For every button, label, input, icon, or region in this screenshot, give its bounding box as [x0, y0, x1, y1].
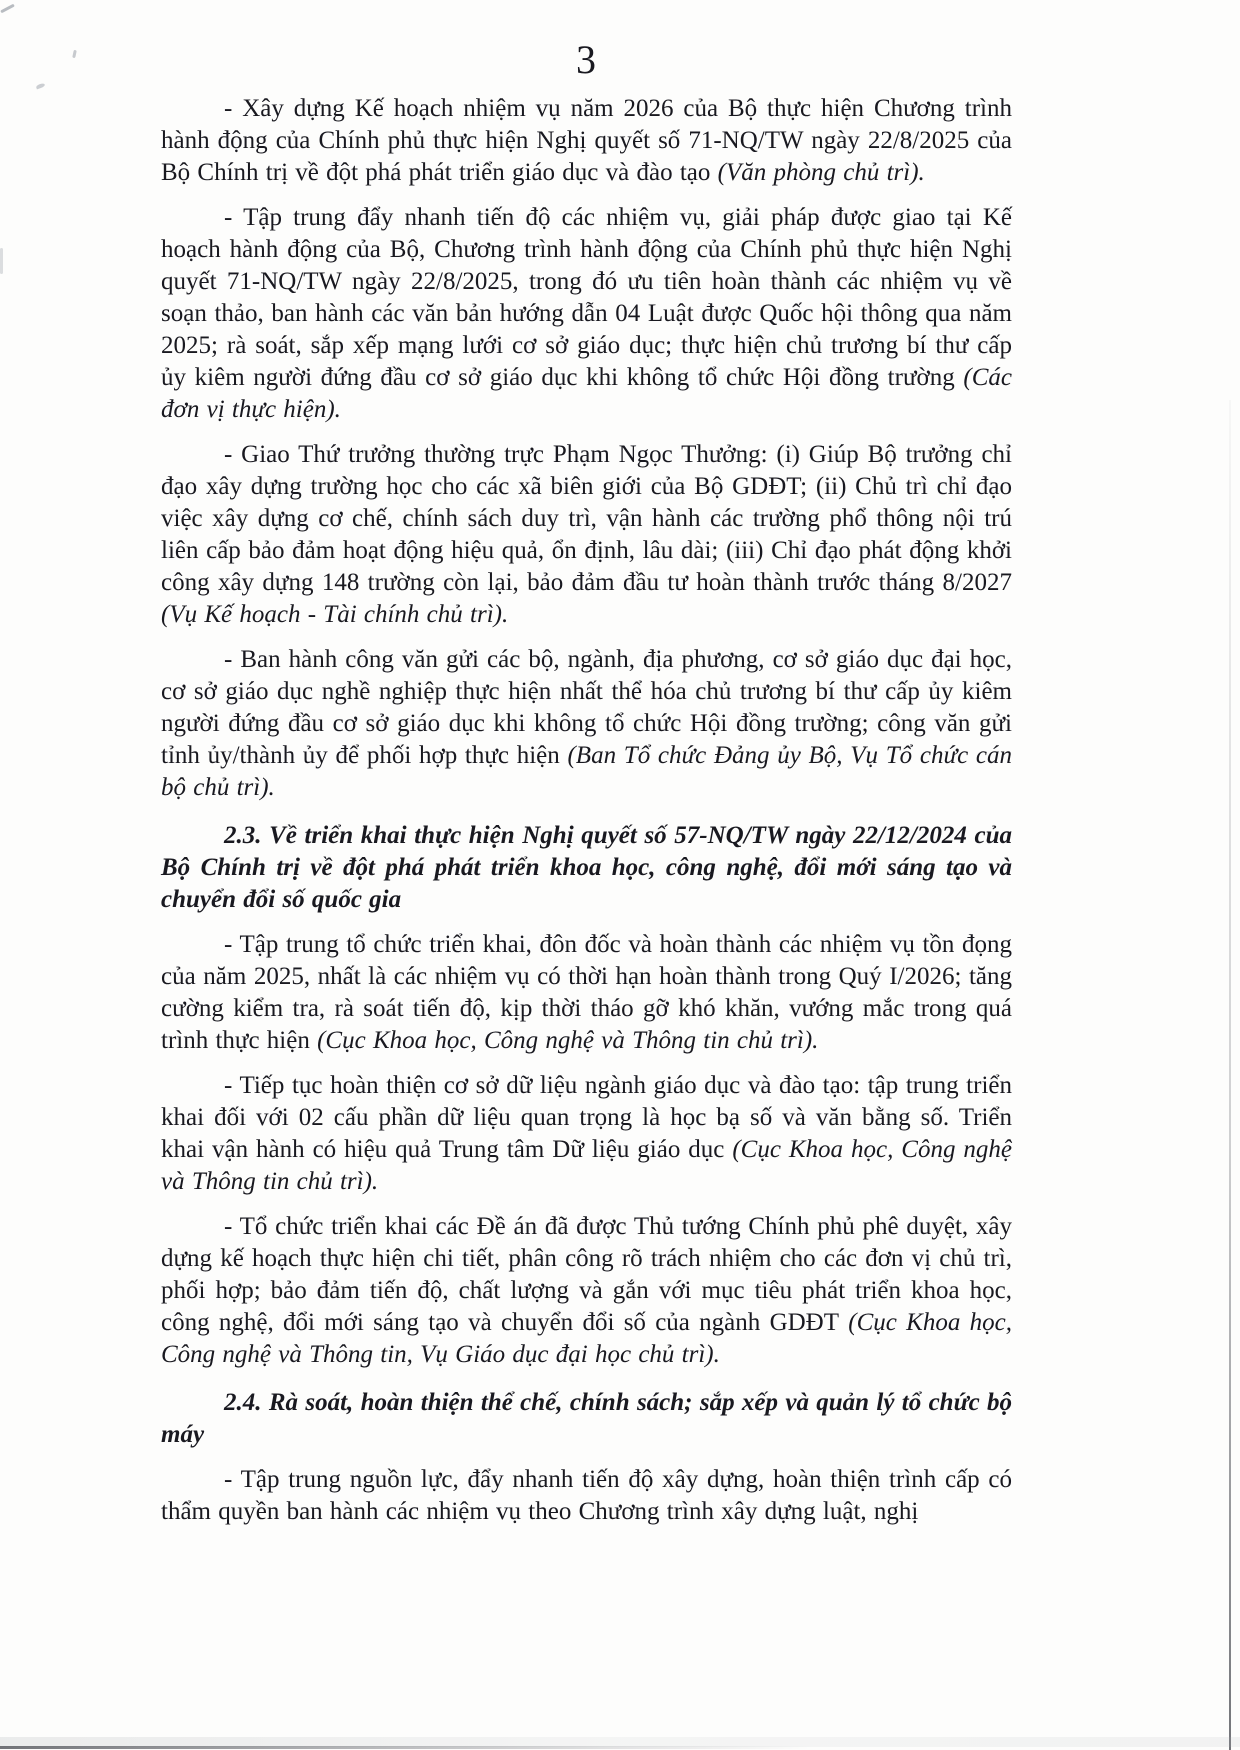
paragraph-trien-khai-de-an	[161, 1211, 1012, 1371]
paragraph-nhiem-vu-ton-dong	[161, 929, 1012, 1057]
paragraph-ke-hoach-2026	[161, 93, 1012, 189]
paragraph-text: - Ban hành công văn gửi các bộ, ngành, địa phương, cơ sở giáo dục đại học, cơ sở giáo dục nghề nghiệp thực hiện nhất thể hóa chủ trương bí thư cấp ủy kiêm người đứng đầu cơ sở giáo dục khi không tổ chức Hội đồng trường; công văn gửi tỉnh ủy/thành ủy để phối hợp thực hiện	[161, 646, 1012, 769]
paragraph-text: - Tập trung đẩy nhanh tiến độ các nhiệm vụ, giải pháp được giao tại Kế hoạch hành động của Bộ, Chương trình hành động của Chính phủ thực hiện Nghị quyết 71-NQ/TW ngày 22/8/2025, trong đó ưu tiên hoàn thành các nhiệm vụ về soạn thảo, ban hành các văn bản hướng dẫn 04 Luật được Quốc hội thông qua năm 2025; rà soát, sắp xếp mạng lưới cơ sở giáo dục; thực hiện chủ trương bí thư cấp ủy kiêm người đứng đầu cơ sở giáo dục khi không tổ chức Hội đồng trường	[161, 204, 1012, 391]
assignee-note: (Cục Khoa học, Công nghệ và Thông tin, Vụ Giáo dục đại học chủ trì).	[161, 1309, 1012, 1368]
scan-artifact	[72, 50, 77, 58]
paragraph-text: - Tập trung tổ chức triển khai, đôn đốc và hoàn thành các nhiệm vụ tồn đọng của năm 2025, nhất là các nhiệm vụ có thời hạn hoàn thành trong Quý I/2026; tăng cường kiểm tra, rà soát tiến độ, kịp thời tháo gỡ khó khăn, vướng mắc trong quá trình thực hiện	[161, 931, 1012, 1054]
document-body	[161, 34, 1012, 1528]
paragraph-tap-trung-nguon-luc	[161, 1464, 1012, 1528]
paragraph-text: - Tập trung nguồn lực, đẩy nhanh tiến độ xây dựng, hoàn thiện trình cấp có thẩm quyền ban hành các nhiệm vụ theo Chương trình xây dựng luật, nghị	[161, 1466, 1012, 1525]
paragraph-text: - Tiếp tục hoàn thiện cơ sở dữ liệu ngành giáo dục và đào tạo: tập trung triển khai đối với 02 cấu phần dữ liệu quan trọng là học bạ số và văn bằng số. Triển khai vận hành có hiệu quả Trung tâm Dữ liệu giáo dục	[161, 1072, 1012, 1163]
scan-artifact	[0, 4, 15, 14]
scan-artifact	[36, 83, 46, 90]
paragraph-text: - Tổ chức triển khai các Đề án đã được Thủ tướng Chính phủ phê duyệt, xây dựng kế hoạch thực hiện chi tiết, phân công rõ trách nhiệm cho các đơn vị chủ trì, phối hợp; bảo đảm tiến độ, chất lượng và gắn với mục tiêu phát triển khoa học, công nghệ, đổi mới sáng tạo và chuyển đổi số của ngành GDĐT	[161, 1213, 1012, 1336]
page-number: 3	[576, 37, 597, 82]
scan-edge-line-right	[1229, 400, 1231, 1750]
assignee-note: (Cục Khoa học, Công nghệ và Thông tin chủ trì).	[309, 1027, 819, 1054]
section-heading-2-4: 2.4. Rà soát, hoàn thiện thể chế, chính sách; sắp xếp và quản lý tổ chức bộ máy	[161, 1389, 1012, 1448]
paragraph-tien-do-nhiem-vu	[161, 202, 1012, 426]
paragraph-text: - Giao Thứ trưởng thường trực Phạm Ngọc Thưởng: (i) Giúp Bộ trưởng chỉ đạo xây dựng trường học cho các xã biên giới của Bộ GDĐT; (ii) Chủ trì chỉ đạo việc xây dựng cơ chế, chính sách duy trì, vận hành các trường phổ thông nội trú liên cấp bảo đảm hoạt động hiệu quả, ổn định, lâu dài; (iii) Chỉ đạo phát động khởi công xây dựng 148 trường còn lại, bảo đảm đầu tư hoàn thành trước tháng 8/2027	[161, 441, 1012, 596]
paragraph-text: - Xây dựng Kế hoạch nhiệm vụ năm 2026 của Bộ thực hiện Chương trình hành động của Chính phủ thực hiện Nghị quyết số 71-NQ/TW ngày 22/8/2025 của Bộ Chính trị về đột phá phát triển giáo dục và đào tạo	[161, 95, 1012, 186]
paragraph-giao-thu-truong	[161, 439, 1012, 631]
assignee-note: (Cục Khoa học, Công nghệ và Thông tin chủ trì).	[161, 1136, 1012, 1195]
paragraph-co-so-du-lieu	[161, 1070, 1012, 1198]
scan-artifact	[0, 248, 3, 274]
section-heading-2-3: 2.3. Về triển khai thực hiện Nghị quyết số 57-NQ/TW ngày 22/12/2024 của Bộ Chính trị về đột phá phát triển khoa học, công nghệ, đổi mới sáng tạo và chuyển đổi số quốc gia	[161, 822, 1012, 913]
scan-edge-line-bottom	[0, 1746, 810, 1749]
assignee-note: (Vụ Kế hoạch - Tài chính chủ trì).	[161, 601, 509, 628]
assignee-note: (Văn phòng chủ trì).	[710, 159, 925, 186]
paragraph-ban-hanh-cong-van	[161, 644, 1012, 804]
assignee-note: (Các đơn vị thực hiện).	[161, 364, 1012, 423]
assignee-note: (Ban Tổ chức Đảng ủy Bộ, Vụ Tổ chức cán bộ chủ trì).	[161, 742, 1012, 801]
